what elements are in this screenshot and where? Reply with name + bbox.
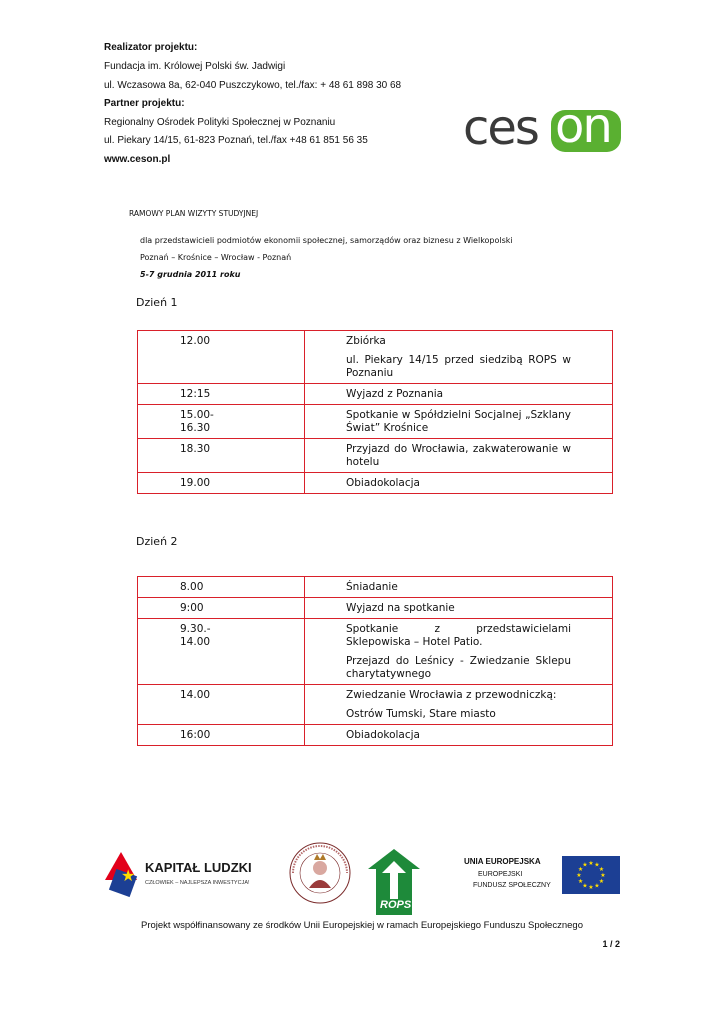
ceson-logo-right: on [555, 98, 611, 154]
schedule-description: Obiadokolacja [346, 729, 420, 741]
schedule-time-cell [138, 331, 305, 384]
schedule-description: ul. Piekary 14/15 przed siedzibą ROPS w Poznaniu [346, 354, 571, 379]
route: Poznań – Krośnice – Wrocław - Poznań [140, 253, 292, 262]
schedule-time-cell [138, 473, 305, 494]
eu-star-icon: ★ [588, 861, 594, 867]
eu-line2: EUROPEJSKI [478, 871, 523, 878]
schedule-time-cell [138, 384, 305, 405]
eu-star-icon: ★ [598, 867, 605, 873]
schedule-row [138, 439, 613, 473]
schedule-row [138, 685, 613, 725]
schedule-description-cell [305, 439, 613, 473]
eu-star-icon: ★ [576, 873, 582, 879]
schedule-description-cell [305, 685, 613, 725]
schedule-description: Wyjazd z Poznania [346, 388, 444, 400]
day1-schedule-table [137, 330, 613, 494]
schedule-row [138, 473, 613, 494]
eu-star-icon: ★ [600, 873, 606, 879]
eu-star-icon: ★ [594, 883, 600, 890]
ceson-logo-badge [551, 98, 621, 154]
day1-heading: Dzień 1 [136, 296, 178, 309]
schedule-description-cell [305, 473, 613, 494]
schedule-description: Zwiedzanie Wrocławia z przewodniczką: [346, 689, 557, 701]
ceson-logo-left: ces [463, 100, 538, 156]
schedule-time: 18.30 [180, 443, 211, 455]
schedule-description: Śniadanie [346, 581, 398, 593]
schedule-description-cell [305, 331, 613, 384]
schedule-time: 12:15 [180, 388, 211, 400]
website-link[interactable]: www.ceson.pl [104, 154, 171, 165]
kapital-subtitle: CZŁOWIEK – NAJLEPSZA INWESTYCJA! [145, 880, 250, 886]
realizator-label: Realizator projektu: [104, 42, 198, 53]
eu-line3: FUNDUSZ SPOŁECZNY [473, 882, 551, 889]
eu-logo [464, 856, 624, 896]
schedule-time: 9.30.- [180, 623, 211, 635]
document-title: RAMOWY PLAN WIZYTY STUDYJNEJ [129, 209, 259, 218]
realizator-address: ul. Wczasowa 8a, 62-040 Puszczykowo, tel./fax: + 48 61 898 30 68 [104, 80, 402, 91]
schedule-row [138, 619, 613, 685]
schedule-time: 19.00 [180, 477, 211, 489]
schedule-row [138, 405, 613, 439]
partner-address: ul. Piekary 14/15, 61-823 Poznań, tel./fax +48 61 851 56 35 [104, 135, 368, 146]
schedule-description: Zbiórka [346, 335, 386, 347]
schedule-description-cell [305, 405, 613, 439]
schedule-description: Przyjazd do Wrocławia, zakwaterowanie w hotelu [346, 443, 571, 468]
footer-cofinanced: Projekt współfinansowany ze środków Unii Europejskiej w ramach Europejskiego Funduszu Społecznego [141, 920, 583, 931]
schedule-time: 9:00 [180, 602, 204, 614]
schedule-description-cell [305, 619, 613, 685]
fundacja-jadwigi-seal [287, 840, 353, 906]
schedule-description: Obiadokolacja [346, 477, 420, 489]
schedule-description-cell [305, 725, 613, 746]
ceson-logo [463, 98, 623, 156]
eu-star-icon: ★ [577, 879, 584, 885]
schedule-time-cell [138, 619, 305, 685]
eu-line1: UNIA EUROPEJSKA [464, 857, 541, 866]
schedule-time-cell [138, 598, 305, 619]
eu-star-icon: ★ [598, 879, 605, 885]
schedule-description-cell [305, 577, 613, 598]
page-number: 1 / 2 [602, 939, 620, 949]
schedule-description-cell [305, 384, 613, 405]
kapital-title: KAPITAŁ LUDZKI [145, 860, 252, 875]
schedule-time-cell [138, 439, 305, 473]
eu-flag-icon [562, 856, 620, 894]
schedule-description: Ostrów Tumski, Stare miasto [346, 708, 496, 720]
kapital-ludzki-logo [85, 842, 265, 920]
schedule-time: 16:00 [180, 729, 211, 741]
schedule-row [138, 384, 613, 405]
schedule-description: Wyjazd na spotkanie [346, 602, 455, 614]
schedule-description-cell [305, 598, 613, 619]
eu-star-icon: ★ [577, 867, 584, 873]
schedule-row [138, 725, 613, 746]
schedule-time: 8.00 [180, 581, 204, 593]
eu-star-icon: ★ [594, 862, 600, 869]
schedule-description: Spotkanie z przedstawicielami Sklepowiska – Hotel Patio. [346, 623, 571, 648]
kapital-star-icon: ★ [121, 868, 136, 885]
schedule-time: 14.00 [180, 689, 211, 701]
realizator-name: Fundacja im. Królowej Polski św. Jadwigi [104, 61, 286, 72]
eu-star-icon: ★ [582, 862, 588, 869]
schedule-time: 16.30 [180, 422, 211, 434]
schedule-time-cell [138, 405, 305, 439]
schedule-row [138, 598, 613, 619]
partner-label: Partner projektu: [104, 98, 185, 109]
dates: 5-7 grudnia 2011 roku [140, 270, 241, 279]
day2-schedule-table [137, 576, 613, 746]
schedule-time: 12.00 [180, 335, 211, 347]
schedule-description: Przejazd do Leśnicy - Zwiedzanie Sklepu charytatywnego [346, 655, 571, 680]
eu-star-icon: ★ [582, 883, 588, 890]
day2-heading: Dzień 2 [136, 535, 178, 548]
eu-star-icon: ★ [588, 885, 594, 891]
schedule-row [138, 577, 613, 598]
schedule-description: Spotkanie w Spółdzielni Socjalnej „Szklany Świat” Krośnice [346, 409, 571, 434]
partner-name: Regionalny Ośrodek Polityki Społecznej w Poznaniu [104, 117, 336, 128]
rops-logo [366, 847, 422, 917]
schedule-time: 15.00- [180, 409, 214, 421]
schedule-time-cell [138, 577, 305, 598]
schedule-time: 14.00 [180, 636, 211, 648]
schedule-time-cell [138, 725, 305, 746]
document-subtitle: dla przedstawicieli podmiotów ekonomii społecznej, samorządów oraz biznesu z Wielkopolski [140, 236, 513, 245]
schedule-time-cell [138, 685, 305, 725]
schedule-row [138, 331, 613, 384]
rops-label: ROPS [380, 899, 412, 911]
